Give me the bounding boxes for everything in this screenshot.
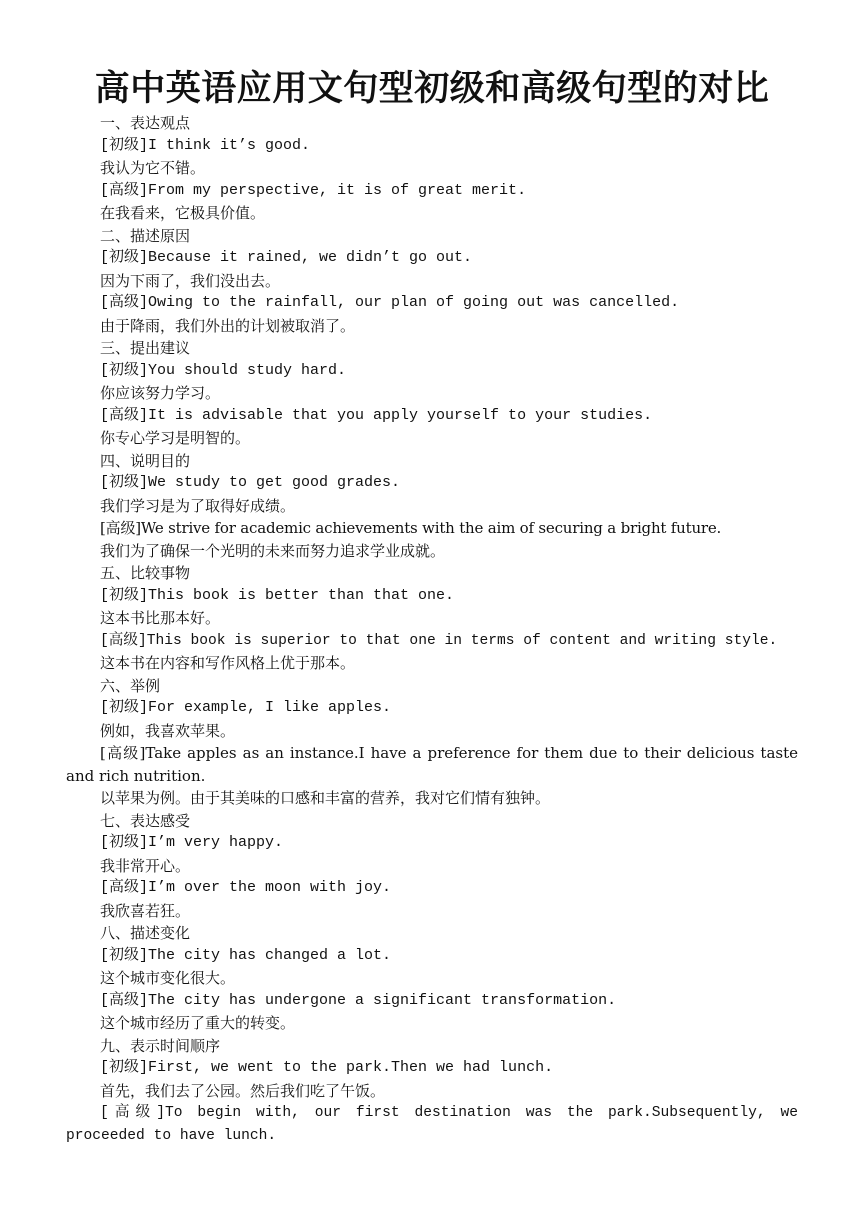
- section-heading: 八、描述变化: [100, 924, 191, 942]
- basic-sentence-en: [初级]I’m very happy.: [100, 834, 284, 851]
- basic-sentence-en: [初级]This book is better than that one.: [100, 586, 455, 604]
- document-page: [66, 66, 798, 1147]
- advanced-sentence-zh: 我欣喜若狂。: [100, 901, 191, 920]
- basic-sentence-zh: 因为下雨了，我们没出去。: [100, 271, 281, 290]
- basic-sentence-en: [初级]For example, I like apples.: [100, 699, 392, 716]
- advanced-sentence-en: [高级]Take apples as an instance.I have a preference for them due to their delicious taste and rich nutrition.: [66, 744, 798, 785]
- document-body: [66, 112, 798, 1147]
- section-heading: 四、说明目的: [100, 451, 191, 470]
- advanced-sentence-en: [高级]I’m over the moon with joy.: [100, 879, 392, 896]
- basic-sentence-en: [初级]Because it rained, we didn’t go out.: [100, 249, 473, 266]
- basic-sentence-zh: 这本书比那本好。: [100, 609, 221, 627]
- basic-sentence-zh: 我非常开心。: [100, 856, 191, 875]
- advanced-sentence-zh: 这个城市经历了重大的转变。: [100, 1014, 296, 1032]
- advanced-sentence-en: [高级]Owing to the rainfall, our plan of going out was cancelled.: [100, 294, 680, 311]
- basic-sentence-zh: 我们学习是为了取得好成绩。: [100, 496, 296, 515]
- basic-sentence-zh: 首先，我们去了公园。然后我们吃了午饭。: [100, 1081, 386, 1100]
- basic-sentence-en: [初级]I think it’s good.: [100, 136, 311, 154]
- section-heading: 七、表达感受: [100, 811, 191, 830]
- section-heading: 一、表达观点: [100, 114, 191, 132]
- section-heading: 三、提出建议: [100, 339, 191, 357]
- basic-sentence-zh: 这个城市变化很大。: [100, 969, 236, 987]
- advanced-sentence-en: [高级]We strive for academic achievements with the aim of securing a bright future.: [100, 519, 722, 537]
- document-title: 高中英语应用文句型初级和高级句型的对比: [94, 69, 770, 109]
- basic-sentence-zh: 你应该努力学习。: [100, 384, 221, 402]
- advanced-sentence-en: [高级]It is advisable that you apply yourself to your studies.: [100, 406, 653, 424]
- basic-sentence-zh: 例如，我喜欢苹果。: [100, 721, 236, 740]
- basic-sentence-en: [初级]We study to get good grades.: [100, 474, 401, 491]
- section-heading: 二、描述原因: [100, 226, 191, 245]
- section-heading: 九、表示时间顺序: [100, 1036, 221, 1055]
- advanced-sentence-zh: 由于降雨，我们外出的计划被取消了。: [100, 316, 356, 335]
- advanced-sentence-zh: 这本书在内容和写作风格上优于那本。: [100, 654, 356, 672]
- basic-sentence-en: [初级]You should study hard.: [100, 361, 347, 379]
- advanced-sentence-zh: 以苹果为例。由于其美味的口感和丰富的营养，我对它们情有独钟。: [100, 789, 551, 807]
- advanced-sentence-en: [高级]From my perspective, it is of great merit.: [100, 181, 527, 199]
- basic-sentence-en: [初级]First, we went to the park.Then we had lunch.: [100, 1059, 554, 1076]
- section-heading: 六、举例: [100, 676, 161, 695]
- advanced-sentence-en: [高级]This book is superior to that one in terms of content and writing style.: [100, 632, 778, 649]
- basic-sentence-en: [初级]The city has changed a lot.: [100, 946, 392, 964]
- advanced-sentence-zh: 在我看来，它极具价值。: [100, 204, 266, 222]
- basic-sentence-zh: 我认为它不错。: [100, 159, 206, 177]
- advanced-sentence-en: [高级]The city has undergone a significant transformation.: [100, 991, 617, 1009]
- advanced-sentence-en: [高级]To begin with, our first destination was the park.Subsequently, we proceeded to have lunch.: [66, 1105, 798, 1144]
- advanced-sentence-zh: 我们为了确保一个光明的未来而努力追求学业成就。: [100, 541, 446, 560]
- section-heading: 五、比较事物: [100, 564, 191, 582]
- advanced-sentence-zh: 你专心学习是明智的。: [100, 429, 251, 447]
